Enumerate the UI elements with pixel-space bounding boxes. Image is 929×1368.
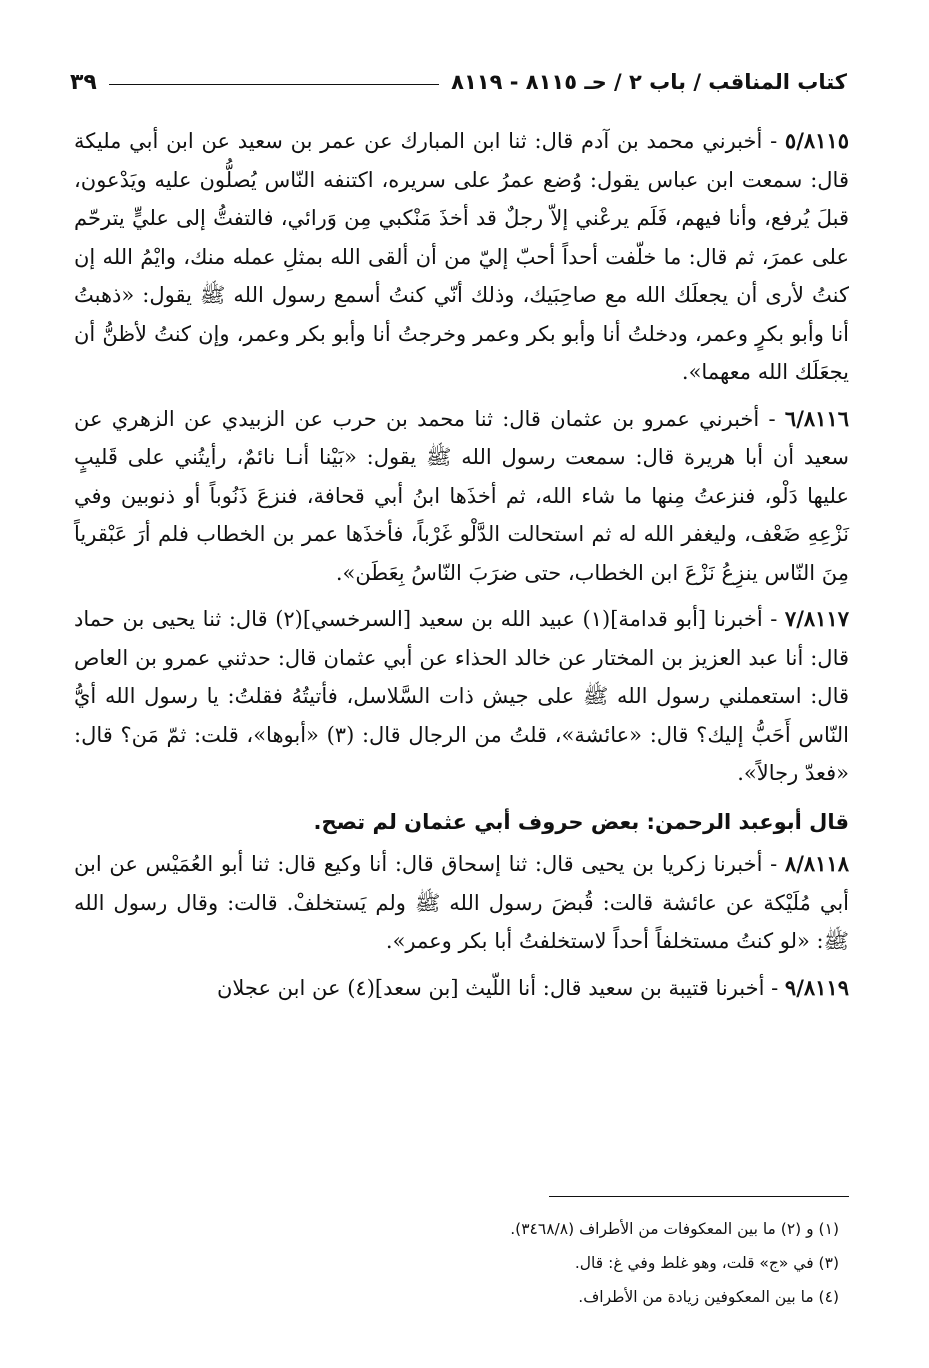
hadith-text: - أخبرنا [أبو قدامة](١) عبيد الله بن سعيد [السرخسي](٢) قال: ثنا يحيى بن حماد قال: أنا عبد العزيز بن المختار عن خالد الحذاء عن أبي عثمان قال: حدثني عمرو بن العاص قال: استعملني رسول الله ﷺ على جيش ذات السَّلاسل، فأتيتُهُ فقلتُ: يا رسول الله أيُّ النّاس أَحَبُّ إليك؟ قال: «عائشة»، قلتُ من الرجال قال: (٣) «أبوها»، قلت: ثمّ مَن؟ قال: «فعدّ رجالاً».	[74, 607, 850, 785]
hadith-8119	[74, 969, 849, 1008]
hadith-number: ٦/٨١١٦	[784, 405, 849, 431]
footnote-3: (٣) في «ج» قلت، وهو غلط وفي غ: قال.	[574, 1254, 839, 1272]
footnote-4: (٤) ما بين المعكوفين زيادة من الأطراف.	[578, 1288, 839, 1306]
hadith-text: - أخبرني محمد بن آدم قال: ثنا ابن المبارك عن عمر بن سعيد عن ابن أبي مليكة قال: سمعت ابن عباس يقول: وُضع عمرُ على سريره، اكتنفه النّاس يُصلُّون عليه ويَدْعون، قبلَ يُرفع، وأنا فيهم، فَلَم يرعْني إلاّ رجلٌ قد أخذَ مَنْكبي مِن وَرائي، فالتفتُّ إلى عليٍّ يترحّم على عمرَ، ثم قال: ما خلّفت أحداً أحبّ إليّ من أن ألقى الله بمثلِ عمله منك، وايْمُ الله إن كنتُ لأرى أن يجعلَك الله مع صاحِبَيك، وذلك أنّي كنتُ أسمع رسول الله ﷺ يقول: «ذهبتُ أنا وأبو بكرٍ وعمر، ودخلتُ أنا وأبو بكر وعمر وخرجتُ أنا وأبو بكر وعمر، وإن كنتُ لأظنُّ أن يجعَلَك الله معهما».	[74, 129, 849, 384]
hadith-number: ٨/٨١١٨	[784, 851, 849, 876]
hadith-text: - أخبرنا زكريا بن يحيى قال: ثنا إسحاق قال: أنا وكيع قال: ثنا أبو العُمَيْس عن ابن أبي مُلَيْكة عن عائشة قالت: قُبضَ رسول الله ﷺ ولم يَستخلفْ. قالت: وقال رسول الله ﷺ: «لو كنتُ مستخلفاً أحداً لاستخلفتُ أبا بكر وعمر».	[74, 852, 849, 953]
footnote-rule	[549, 1196, 849, 1197]
hadith-text: - أخبرنا قتيبة بن سعيد قال: أنا اللّيث [بن سعد](٤) عن ابن عجلان	[216, 975, 785, 1000]
hadith-8117	[74, 600, 849, 793]
hadith-8115	[74, 122, 849, 392]
hadith-number: ٩/٨١١٩	[784, 974, 849, 1000]
footnote-1-2: (١) و (٢) ما بين المعكوفات من الأطراف (٣٤٦٨/٨).	[510, 1220, 839, 1238]
running-title: كتاب المناقب / باب ٢ / حـ ٨١١٥ - ٨١١٩	[451, 70, 847, 94]
hadith-8118	[74, 845, 849, 961]
hadith-text: - أخبرني عمرو بن عثمان قال: ثنا محمد بن حرب عن الزبيدي عن الزهري عن سعيد أن أبا هريرة قال: سمعت رسول الله ﷺ يقول: «بَيْنا أنـا نائمٌ، رأيتُني على قَليبٍ عليها دَلْو، فنزعتُ مِنها ما شاء الله، ثم أخذَها ابنُ أبي قحافة، فنزعَ ذَنُوباً أو ذنوبين وفي نَزْعِهِ ضَعْف، وليغفر الله له ثم استحالت الدَّلْو غَرْباً، فأخذَها عمر بن الخطاب فلم أرَ عَبْقرياً مِنَ النّاس ينزِعُ نَزْعَ ابن الخطاب، حتى ضرَبَ النّاسُ بِعَطَن».	[74, 406, 849, 585]
author-note: قال أبوعبد الرحمن: بعض حروف أبي عثمان لم تصح.	[313, 809, 849, 834]
page-header	[70, 60, 847, 104]
footnotes	[120, 1212, 839, 1314]
hadith-8116	[74, 400, 849, 593]
hadith-number: ٥/٨١١٥	[784, 128, 849, 153]
header-rule	[109, 84, 439, 85]
page-number: ٣٩	[70, 69, 97, 95]
page-body	[74, 122, 849, 1015]
hadith-number: ٧/٨١١٧	[784, 606, 849, 631]
